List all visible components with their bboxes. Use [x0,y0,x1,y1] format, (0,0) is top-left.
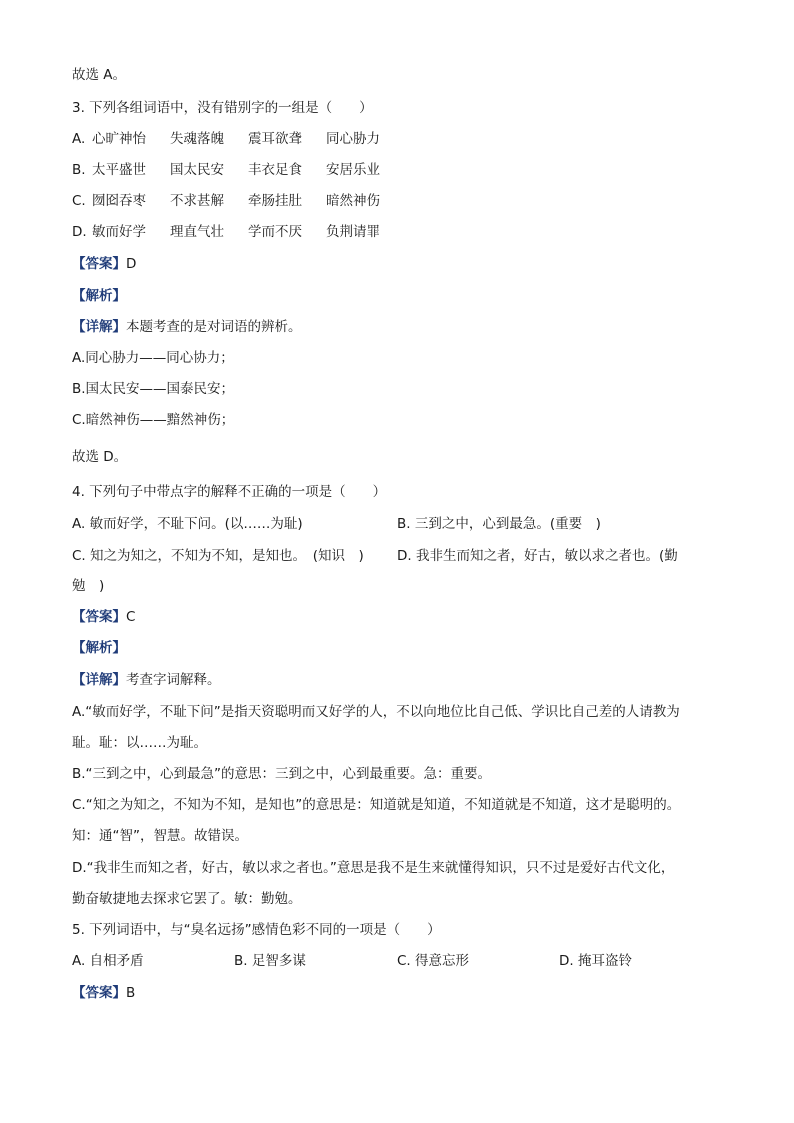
section-marker: 【解析】 [72,288,126,304]
question-4-option-b: B. 三到之中，心到最急。(重要 ) [397,516,601,532]
option-word: 安居乐业 [326,162,380,178]
question-4-stem: 4. 下列句子中带点字的解释不正确的一项是（ ） [72,484,387,500]
question-3-stem: 3. 下列各组词语中，没有错别字的一组是（ ） [72,100,373,116]
analysis-4-heading [72,638,126,658]
option-word: 学而不厌 [248,224,302,240]
option-word: 丰衣足食 [248,162,302,178]
option-letter: D. [72,224,87,240]
section-marker: 【答案】 [72,609,126,625]
option-letter: A. [72,131,86,147]
option-letter: C. [72,193,86,209]
explanation-4-c-line-1: C.“知之为知之，不知为不知，是知也”的意思是：知道就是知道，不知道就是不知道，这才是聪明的。 [72,797,681,813]
section-marker: 【详解】 [72,319,126,335]
option-word: 牵肠挂肚 [248,193,302,209]
option-word: 国太民安 [170,162,224,178]
explanation-4-c-line-2: 知：通“智”，智慧。故错误。 [72,828,248,844]
option-word: 太平盛世 [92,162,146,178]
explanation-4-d-line-2: 勤奋敏捷地去探求它罢了。敏：勤勉。 [72,891,302,907]
explanation-text: 本题考查的是对词语的辨析。 [126,319,302,335]
conclusion-3: 故选 D。 [72,449,128,465]
option-word: 失魂落魄 [170,131,224,147]
option-word: 不求甚解 [170,193,224,209]
explanation-4-a-line-1: A.“敏而好学，不耻下问”是指天资聪明而又好学的人，不以向地位比自己低、学识比自己差的人请教为 [72,704,680,720]
section-marker: 【答案】 [72,985,126,1001]
section-marker: 【解析】 [72,640,126,656]
conclusion-prev: 故选 A。 [72,67,127,83]
option-word: 震耳欲聋 [248,131,302,147]
explanation-4-a-line-2: 耻。耻：以……为耻。 [72,735,207,751]
option-word: 同心胁力 [326,131,380,147]
option-word: 敏而好学 [92,224,146,240]
option-word: 负荆请罪 [326,224,380,240]
question-4-option-a: A. 敏而好学，不耻下问。(以……为耻) [72,516,303,532]
answer-value: D [126,256,137,272]
explanation-4-d-line-1: D.“我非生而知之者，好古，敏以求之者也。”意思是我不是生来就懂得知识，只不过是爱好古代文化， [72,860,675,876]
option-letter: B. [72,162,86,178]
answer-4 [72,607,135,627]
question-4-option-d: D. 我非生而知之者，好古，敏以求之者也。(勤 [397,548,678,564]
answer-3 [72,254,136,274]
question-4-option-c: C. 知之为知之，不知为不知，是知也。 (知识 ) [72,548,364,564]
explanation-3 [72,317,302,337]
section-marker: 【答案】 [72,256,126,272]
answer-value: C [126,609,136,625]
question-5-stem: 5. 下列词语中，与“臭名远扬”感情色彩不同的一项是（ ） [72,922,441,938]
question-4-option-d-cont: 勉 ) [72,578,105,594]
explanation-text: 考查字词解释。 [126,672,221,688]
option-word: 心旷神怡 [92,131,146,147]
answer-5 [72,983,135,1003]
question-5-option-b: B. 足智多谋 [234,953,306,969]
section-marker: 【详解】 [72,672,126,688]
option-word: 暗然神伤 [326,193,380,209]
explanation-3-c: C.暗然神伤——黯然神伤； [72,412,235,428]
option-word: 囫囵吞枣 [92,193,146,209]
explanation-4 [72,670,221,690]
explanation-3-a: A.同心胁力——同心协力； [72,350,234,366]
question-5-option-d: D. 掩耳盗铃 [559,953,632,969]
option-word: 理直气壮 [170,224,224,240]
explanation-4-b: B.“三到之中，心到最急”的意思：三到之中，心到最重要。急：重要。 [72,766,492,782]
question-5-option-a: A. 自相矛盾 [72,953,144,969]
answer-value: B [126,985,136,1001]
question-5-option-c: C. 得意忘形 [397,953,470,969]
analysis-3-heading [72,286,126,306]
explanation-3-b: B.国太民安——国泰民安； [72,381,235,397]
